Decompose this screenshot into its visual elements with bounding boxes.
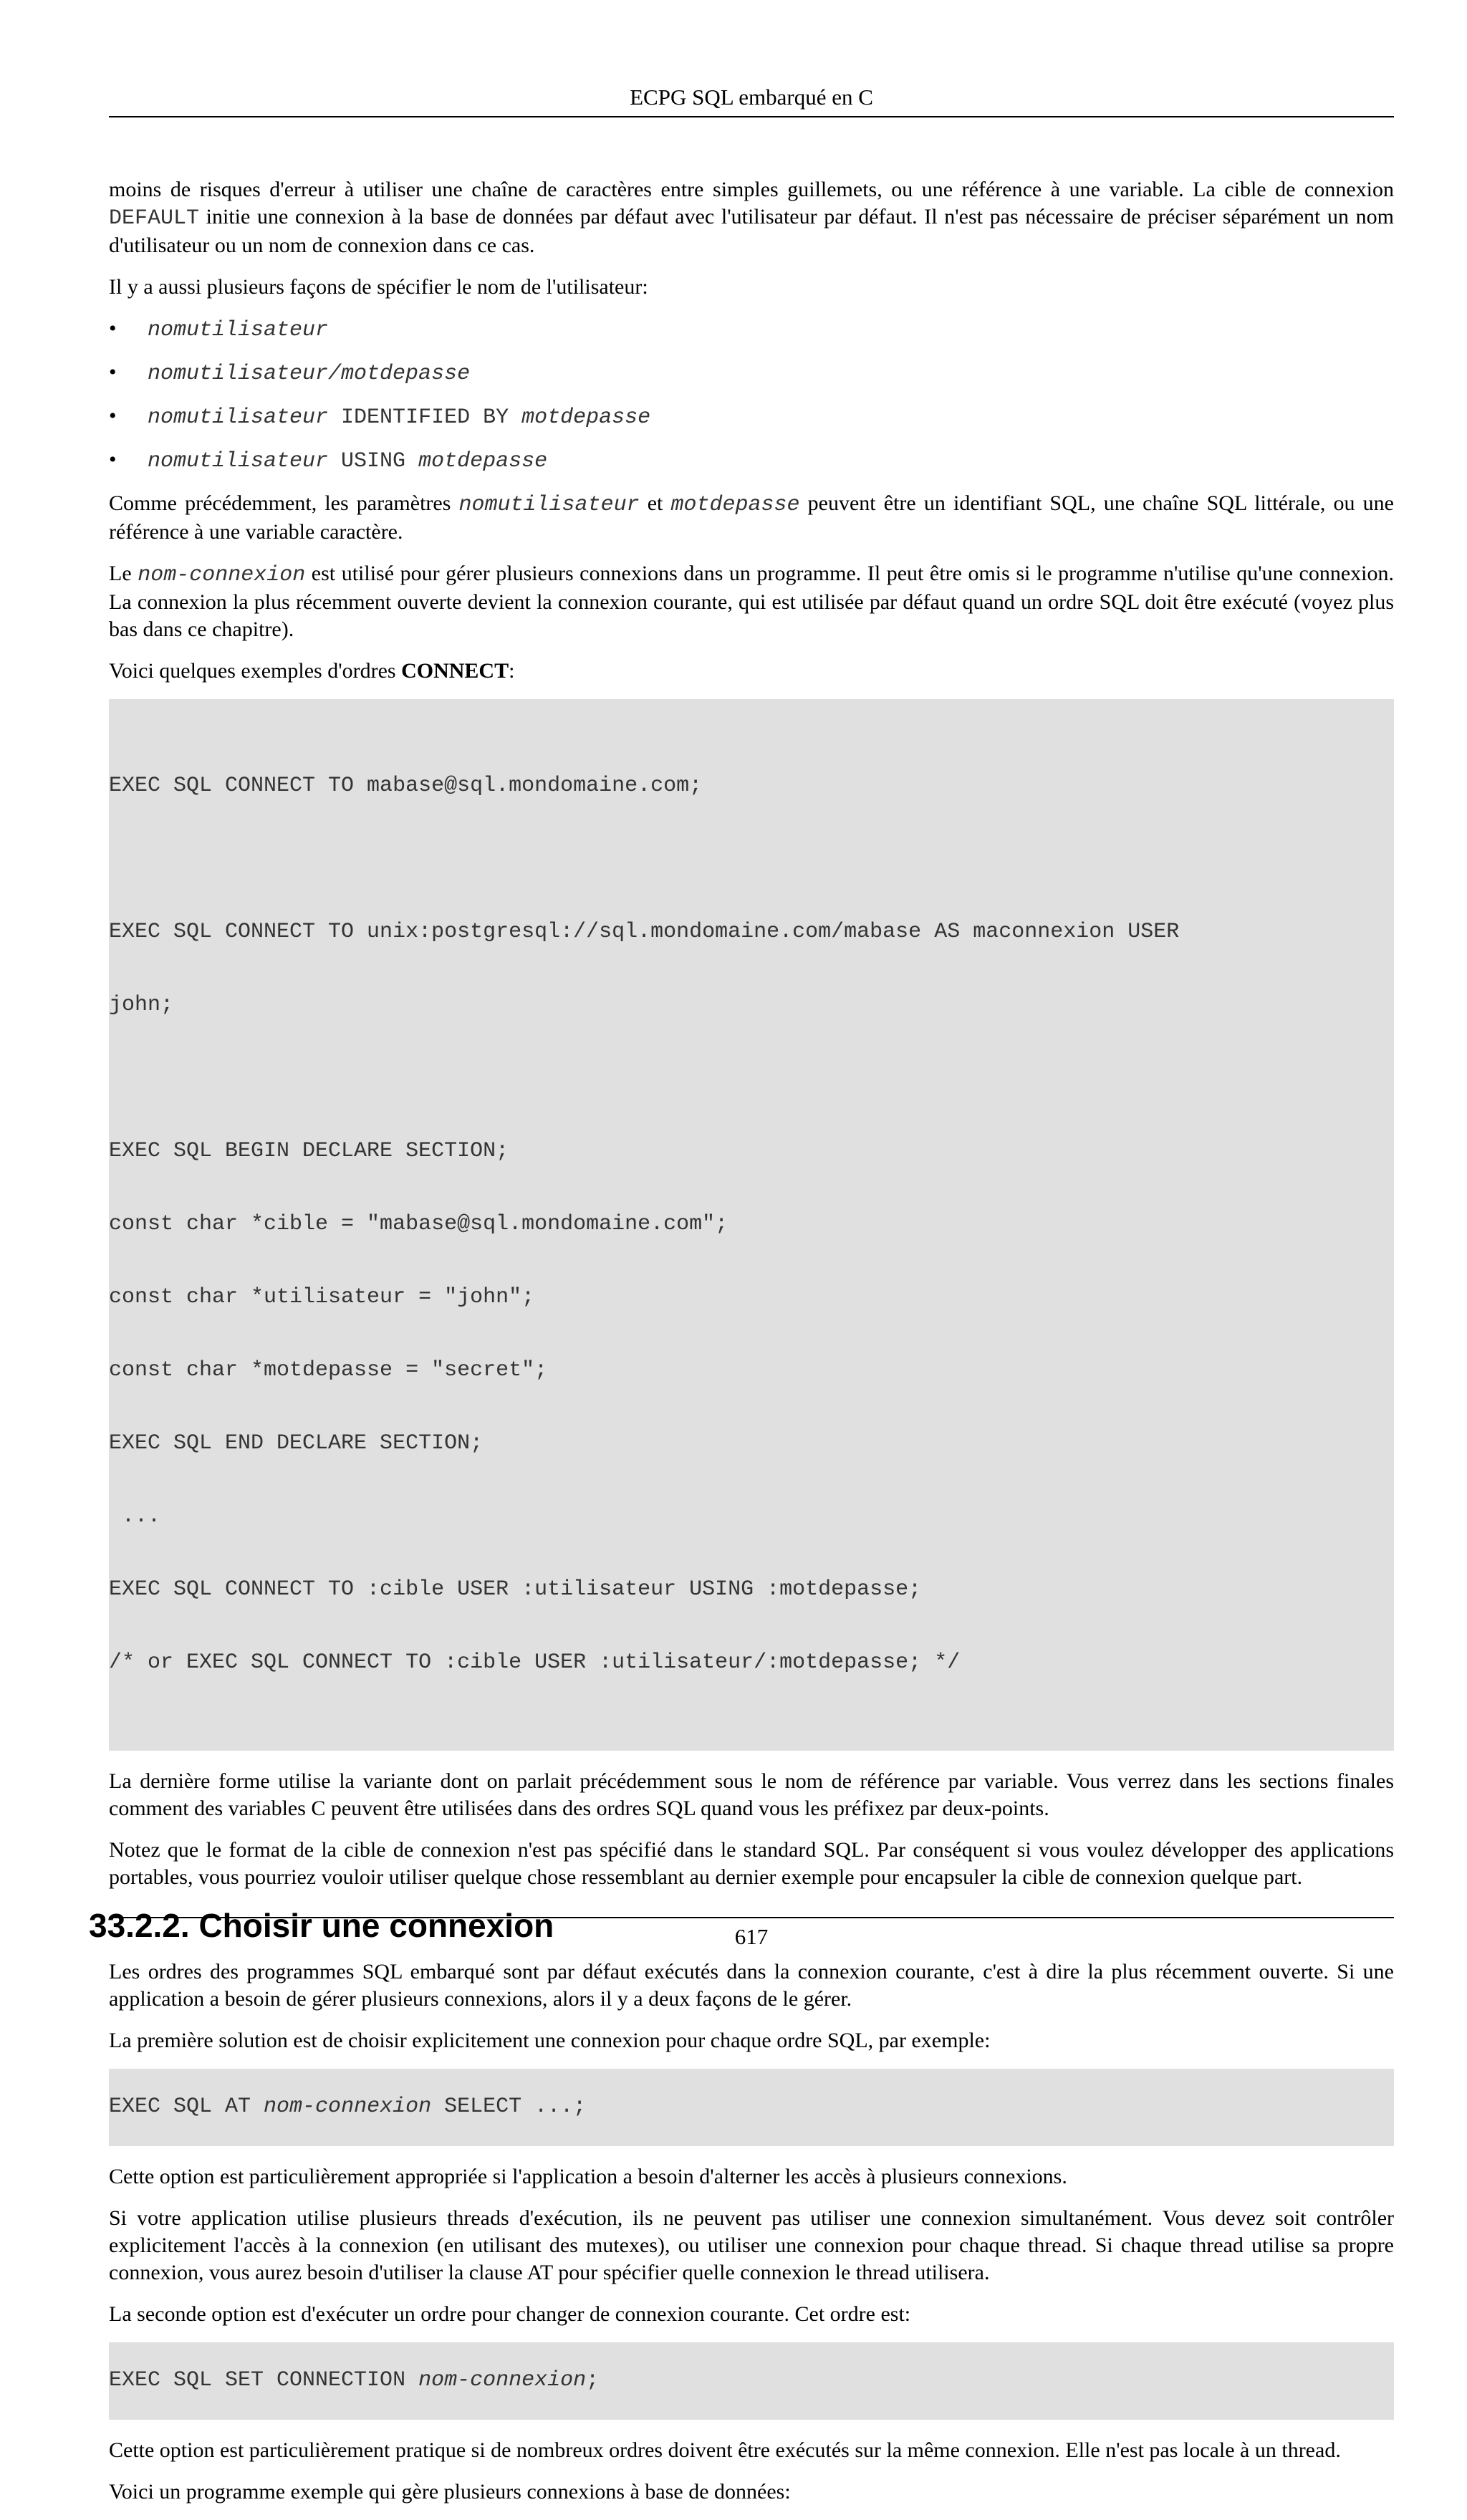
bullet-glyph: • (109, 404, 117, 428)
paragraph-example-program: Voici un programme exemple qui gère plusieurs connexions à base de données: (109, 2480, 791, 2504)
code-line: EXEC SQL CONNECT TO mabase@sql.mondomaine.com; (109, 774, 703, 798)
running-header: ECPG SQL embarqué en C (630, 85, 873, 110)
list-item: • nomutilisateur USING motdepasse (109, 448, 548, 473)
paragraph-practical: Cette option est particulièrement pratique si de nombreux ordres doivent être exécutés sur la même connexion. Elle n'est pas locale à un thread. (109, 2438, 1341, 2462)
code-line: EXEC SQL CONNECT TO :cible USER :utilisateur USING :motdepasse; (109, 1577, 922, 1602)
username-forms-list (109, 315, 1394, 475)
code-line: EXEC SQL BEGIN DECLARE SECTION; (109, 1139, 509, 1163)
bullet-glyph: • (109, 448, 117, 471)
paragraph-second-option: La seconde option est d'exécuter un ordre pour changer de connexion courante. Cet ordre est: (109, 2302, 911, 2326)
paragraph-examples-intro: Voici quelques exemples d'ordres CONNECT: (109, 659, 515, 683)
code-line: /* or EXEC SQL CONNECT TO :cible USER :utilisateur/:motdepasse; */ (109, 1650, 961, 1675)
paragraph-portability: Notez que le format de la cible de connexion n'est pas spécifié dans le standard SQL. Par conséquent si vous voulez développer des applications portables, vous pourriez vouloir utiliser quelque chose ressemblant au dernier exemple pour encapsuler la cible de connexion quelque part. (109, 1838, 1394, 1889)
paragraph-current-connection: Les ordres des programmes SQL embarqué sont par défaut exécutés dans la connexion courante, c'est à dire la plus récemment ouverte. Si une application a besoin de gérer plusieurs connexions, alors il y a deux façons de le gérer. (109, 1960, 1394, 2011)
bullet-glyph: • (109, 317, 117, 340)
inline-code-default: DEFAULT (109, 206, 200, 231)
code-line (109, 1066, 1394, 1090)
paragraph-first-solution: La première solution est de choisir explicitement une connexion pour chaque ordre SQL, par exemple: (109, 2029, 991, 2052)
code-line (109, 847, 1394, 871)
paragraph-threads: Si votre application utilise plusieurs threads d'exécution, ils ne peuvent pas utiliser une connexion simultanément. Vous devez soit contrôler explicitement l'accès à la connexion (en utilisant des mutexes), ou utiliser une connexion pour chaque thread. Si chaque thread utilise sa propre connexion, vous aurez besoin d'utiliser la clause AT pour spécifier quelle connexion le thread utilisera. (109, 2206, 1394, 2284)
section-heading: 33.2.2. Choisir une connexion (89, 1907, 554, 1944)
paragraph-alternate-access: Cette option est particulièrement appropriée si l'application a besoin d'alterner les accès à plusieurs connexions. (109, 2165, 1067, 2188)
document-page (89, 0, 1394, 2504)
paragraph-parameters: Comme précédemment, les paramètres nomutilisateur et motdepasse peuvent être un identifiant SQL, une chaîne SQL littérale, ou une référence à une variable caractère. (109, 491, 1394, 544)
code-block-connect-examples (109, 699, 1394, 1751)
page-number: 617 (734, 1924, 769, 1949)
bullet-glyph: • (109, 360, 117, 384)
paragraph-last-form: La dernière forme utilise la variante dont on parlait précédemment sous le nom de référence par variable. Vous verrez dans les sections finales comment des variables C peuvent être utilisées dans des ordres SQL quand vous les préfixez par deux-points. (109, 1769, 1394, 1820)
code-line: john; (109, 993, 174, 1017)
code-block-set-connection: EXEC SQL SET CONNECTION nom-connexion; (109, 2342, 1394, 2420)
paragraph-connection-target: moins de risques d'erreur à utiliser une chaîne de caractères entre simples guillemets, ou une référence à une variable. La cible de connexion DEFAULT initie une connexion à la base de données par défaut avec l'utilisateur par défaut. Il n'est pas nécessaire de préciser séparément un nom d'utilisateur ou un nom de connexion dans ce cas. (109, 178, 1394, 257)
code-line: const char *utilisateur = "john"; (109, 1285, 535, 1309)
page-content (89, 176, 1394, 2520)
code-block-at: EXEC SQL AT nom-connexion SELECT ...; (109, 2069, 1394, 2146)
footer-rule (109, 1917, 1394, 1918)
code-line: EXEC SQL END DECLARE SECTION; (109, 1431, 484, 1456)
code-line: const char *cible = "mabase@sql.mondomaine.com"; (109, 1212, 728, 1236)
paragraph-connection-name: Le nom-connexion est utilisé pour gérer plusieurs connexions dans un programme. Il peut être omis si le programme n'utilise qu'une connexion. La connexion la plus récemment ouverte devient la connexion courante, qui est utilisée par défaut quand un ordre SQL doit être exécuté (voyez plus bas dans ce chapitre). (109, 562, 1394, 641)
list-item: • nomutilisateur (109, 317, 329, 342)
code-line: ... (109, 1504, 161, 1529)
header-rule (109, 116, 1394, 117)
list-item: • nomutilisateur IDENTIFIED BY motdepasse (109, 404, 651, 430)
code-line: const char *motdepasse = "secret"; (109, 1358, 548, 1382)
code-line: EXEC SQL CONNECT TO unix:postgresql://sql.mondomaine.com/mabase AS maconnexion USER (109, 920, 1180, 944)
list-item: • nomutilisateur/motdepasse (109, 360, 471, 386)
paragraph-username-ways: Il y a aussi plusieurs façons de spécifier le nom de l'utilisateur: (109, 275, 648, 299)
